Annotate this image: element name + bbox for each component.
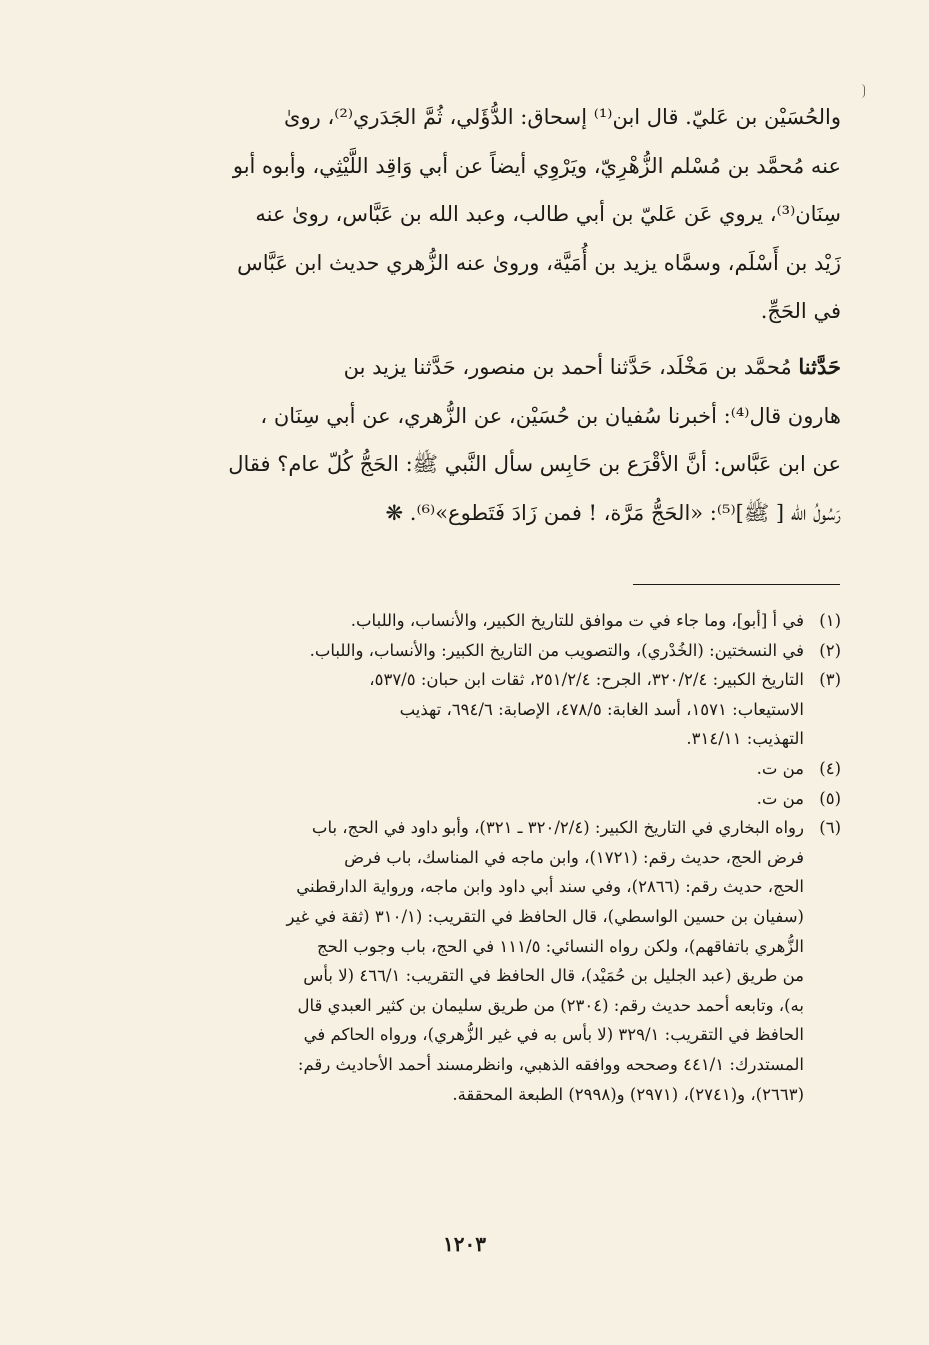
hadith-line: هارون قال⁽⁴⁾: أخبرنا سُفيان بن حُسَيْن، عن الزُّهري، عن أبي سِنَان ، (260, 403, 841, 428)
margin-mark (861, 84, 865, 98)
footnote-line: في النسختين: (الخُدْري)، والتصويب من التاريخ الكبير: والأنساب، واللباب. (309, 640, 804, 660)
isnad-lead-word: حَدَّثنا (798, 354, 841, 379)
footnote-line: التهذيب: ٣١٤/١١. (686, 729, 804, 749)
footnote-text (128, 813, 804, 1109)
footnote-line: من طريق (عبد الجليل بن حُمَيْد)، قال الحافظ في التقريب: ٤٦٦/١ (لا بأس (303, 966, 804, 986)
footnote-6 (128, 813, 841, 1109)
footnote-line: الزُّهري باتفاقهم)، ولكن رواه النسائي: ١١١/٥ في الحج، باب وجوب الحج (317, 936, 804, 956)
footnote-line: في أ [أبو]، وما جاء في ت موافق للتاريخ الكبير، والأنساب، واللباب. (350, 611, 804, 630)
footnote-line: به)، وتابعه أحمد حديث رقم: (٢٣٠٤) من طريق سليمان بن كثير العبدي قال (297, 995, 804, 1015)
footnote-number: (٢) (819, 640, 841, 660)
footnote-text (128, 665, 804, 754)
footnote-line: من ت. (756, 788, 804, 808)
footnote-number: (٣) (819, 670, 841, 690)
body-line: عنه مُحمَّد بن مُسْلم الزُّهْرِيّ، ويَرْوِي أيضاً عن أبي وَاقِد اللَّيْثِي، وأبوه أبو (232, 153, 841, 178)
body-line: والحُسَيْن بن عَليّ. قال ابن⁽¹⁾ إسحاق: الدُّؤَلي، ثُمَّ الجَدَري⁽²⁾، روىٰ (284, 105, 841, 129)
footnote-2 (128, 636, 841, 666)
footnote-3 (128, 665, 841, 754)
footnote-line: الحافظ في التقريب: ٣٢٩/١ (لا بأس به في غير الزُّهري)، ورواه الحاكم في (303, 1025, 804, 1045)
footnote-text (128, 754, 804, 784)
footnote-line: (٢٦٦٣)، و(٢٧٤١)، (٢٩٧١) و(٢٩٩٨) الطبعة المحققة. (452, 1084, 804, 1104)
footnote-1 (128, 606, 841, 636)
body-line: سِنَان⁽³⁾، يروي عَن عَليّ بن أبي طالب، وعبد الله بن عَبَّاس، روىٰ عنه (255, 202, 841, 226)
footnotes (128, 606, 841, 1109)
page-number: ١٢٠٣ (443, 1232, 486, 1256)
footnote-number: (١) (819, 611, 841, 630)
footnote-line: رواه البخاري في التاريخ الكبير: (٣٢٠/٢/٤ ـ ٣٢١)، وأبو داود في الحج، باب (311, 818, 804, 838)
footnote-text (128, 606, 804, 636)
footnote-number: (٥) (819, 788, 841, 808)
hadith-line: رَسُولُ الله [ ﷺ]⁽⁵⁾: «الحَجُّ مَرَّة، ! فمن زَادَ فَتَطوع»⁽⁶⁾. ❋ (385, 500, 841, 525)
footnote-line: التاريخ الكبير: ٣٢٠/٢/٤، الجرح: ٢٥١/٢/٤، ثقات ابن حبان: ٥٣٧/٥، (369, 670, 804, 690)
footnote-line: (سفيان بن حسين الواسطي)، قال الحافظ في التقريب: (٣١٠/١ (ثقة في غير (286, 906, 804, 926)
hadith-line: عن ابن عَبَّاس: أنَّ الأقْرَع بن حَابِس سأل النَّبي ﷺ: الحَجُّ كُلّ عام؟ فقال (228, 452, 841, 476)
footnote-line: فرض الحج، حديث رقم: (١٧٢١)، وابن ماجه في المناسك، باب فرض (344, 847, 804, 867)
footnote-text (128, 784, 804, 814)
hadith-first-line (128, 343, 841, 392)
hadith-paragraph (128, 343, 841, 537)
footnote-line: الاستيعاب: ١٥٧١، أسد الغابة: ٤٧٨/٥، الإصابة: ٦٩٤/٦، تهذيب (399, 699, 804, 719)
hadith-line-rest: مُحمَّد بن مَخْلَد، حَدَّثنا أحمد بن منصور، حَدَّثنا يزيد بن (343, 355, 799, 379)
footnote-line: الحج، حديث رقم: (٢٨٦٦)، وفي سند أبي داود وابن ماجه، ورواية الدارقطني (296, 877, 804, 897)
footnote-line: من ت. (756, 758, 804, 778)
footnote-number: (٤) (819, 758, 841, 778)
footnote-separator (633, 584, 840, 585)
footnote-text (128, 636, 804, 666)
body-line: زَيْد بن أَسْلَم، وسمَّاه يزيد بن أُمَيَّة، ورویٰ عنه الزُّهري حديث ابن عَبَّاس (237, 250, 841, 275)
footnote-5 (128, 784, 841, 814)
footnote-number: (٦) (819, 818, 841, 838)
body-paragraph-1 (128, 93, 841, 336)
footnote-line: المستدرك: ٤٤١/١ وصححه ووافقه الذهبي، وانظرمسند أحمد الأحاديث رقم: (297, 1054, 804, 1074)
body-line: في الحَجِّ. (760, 299, 841, 323)
footnote-4 (128, 754, 841, 784)
